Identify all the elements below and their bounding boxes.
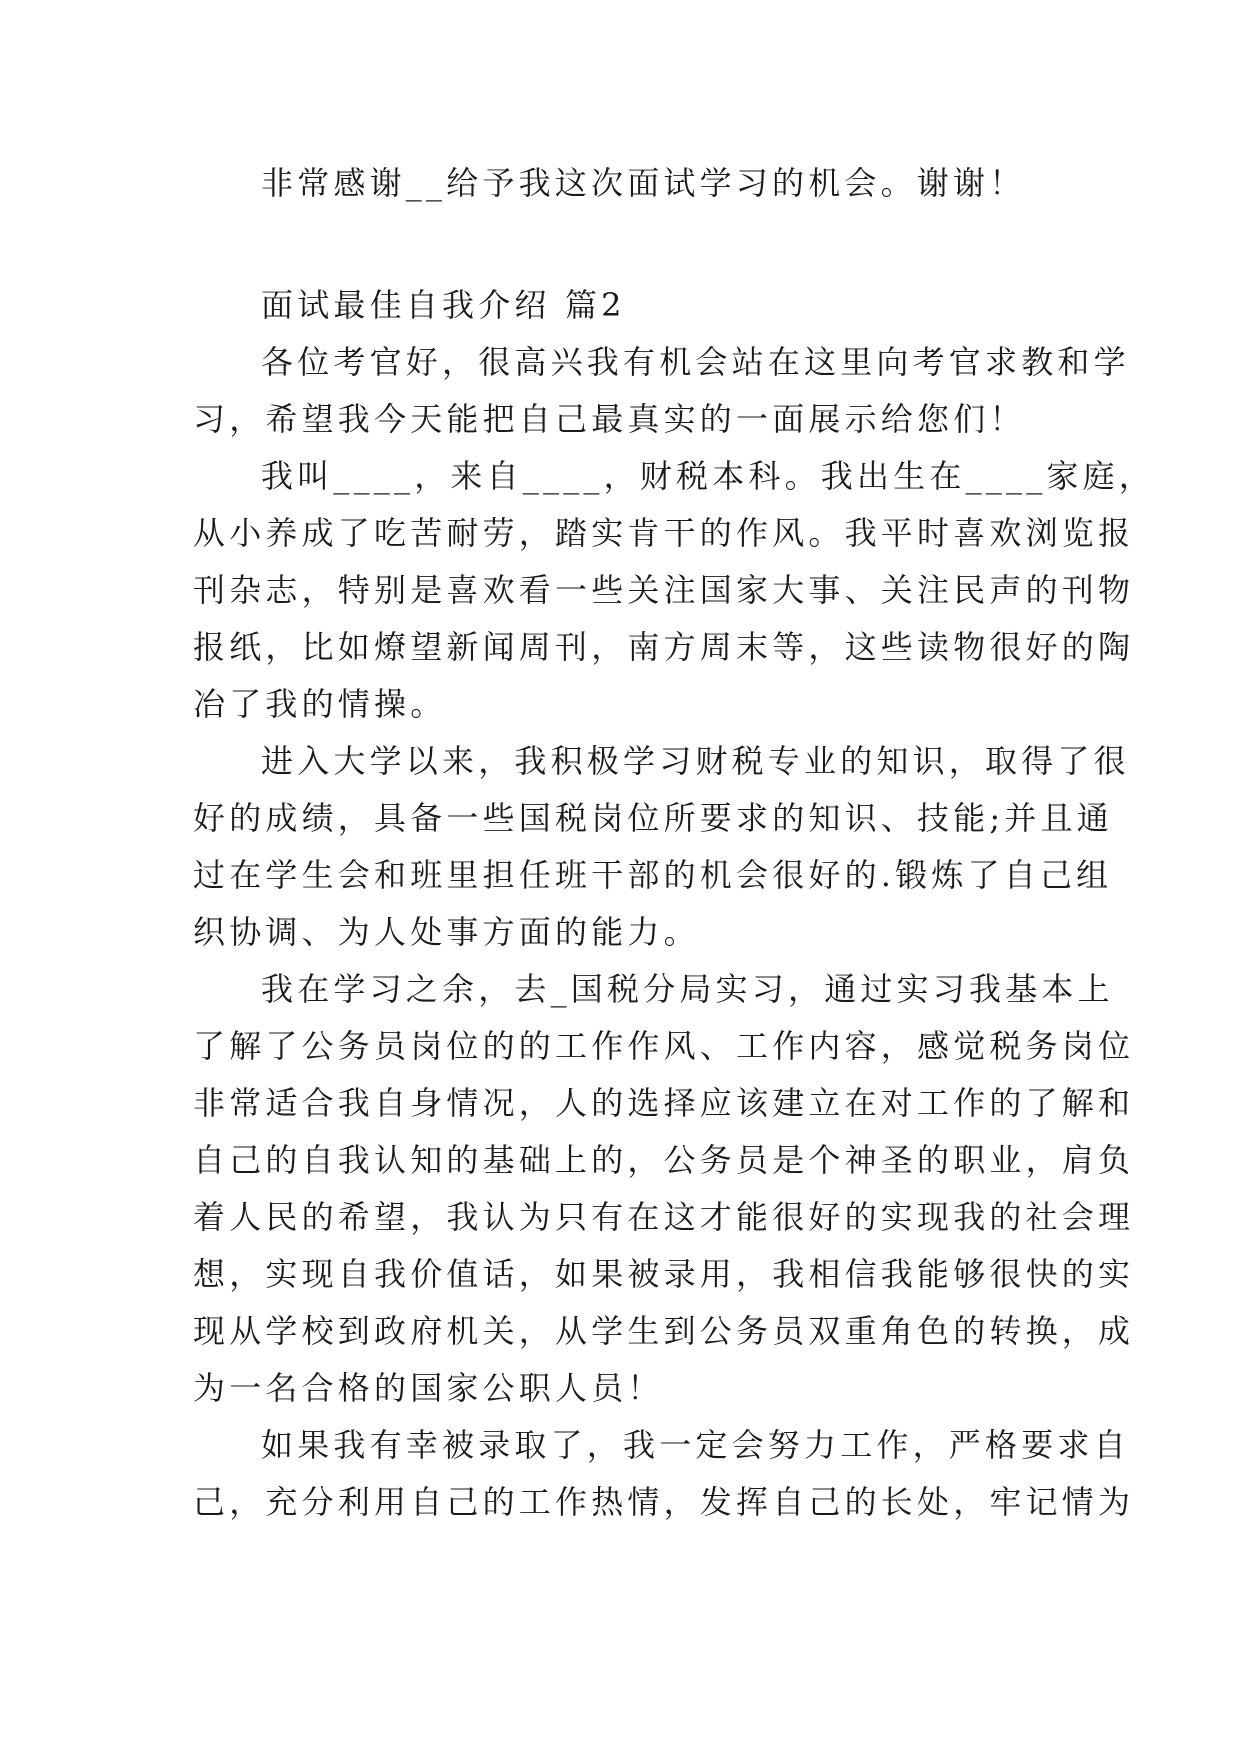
paragraph-line: 织协调、为人处事方面的能力。: [193, 913, 700, 951]
paragraph-2: [193, 448, 1156, 733]
closing-line: 非常感谢__给予我这次面试学习的机会。谢谢！: [261, 164, 1026, 202]
paragraph-line: 从小养成了吃苦耐劳，踏实肯干的作风。我平时喜欢浏览报: [193, 514, 1135, 552]
paragraph-line: 好的成绩，具备一些国税岗位所要求的知识、技能;并且通: [193, 799, 1113, 837]
paragraph-line: 想，实现自我价值话，如果被录用，我相信我能够很快的实: [193, 1255, 1135, 1293]
paragraph-line: 了解了公务员岗位的的工作作风、工作内容，感觉税务岗位: [193, 1027, 1135, 1065]
section-gap: [193, 212, 1053, 277]
paragraph-line: 冶了我的情操。: [193, 685, 447, 723]
paragraph-line: 自己的自我认知的基础上的，公务员是个神圣的职业，肩负: [193, 1141, 1135, 1179]
paragraph-5: [193, 1417, 1135, 1531]
paragraph-3: [193, 733, 1130, 961]
paragraph-line: 习，希望我今天能把自己最真实的一面展示给您们！: [193, 400, 1026, 438]
paragraph-line: 己，充分利用自己的工作热情，发挥自己的长处，牢记情为: [193, 1483, 1135, 1521]
paragraph-line: 现从学校到政府机关，从学生到公务员双重角色的转换，成: [193, 1312, 1135, 1350]
paragraph-4: [193, 961, 1135, 1417]
paragraph-line: 刊杂志，特别是喜欢看一些关注国家大事、关注民声的刊物: [193, 571, 1135, 609]
paragraph-line: 我叫____，来自____，财税本科。我出生在____家庭，: [261, 457, 1156, 495]
paragraph-line: 非常适合我自身情况，人的选择应该建立在对工作的了解和: [193, 1084, 1135, 1122]
paragraph-line: 如果我有幸被录取了，我一定会努力工作，严格要求自: [261, 1426, 1130, 1464]
paragraph-line: 进入大学以来，我积极学习财税专业的知识，取得了很: [261, 742, 1130, 780]
paragraph-line: 我在学习之余，去_国税分局实习，通过实习我基本上: [261, 970, 1114, 1008]
section-title: 面试最佳自我介绍 篇2: [261, 286, 626, 324]
paragraph-line: 过在学生会和班里担任班干部的机会很好的.锻炼了自己组: [193, 856, 1113, 894]
paragraph-line: 着人民的希望，我认为只有在这才能很好的实现我的社会理: [193, 1198, 1135, 1236]
paragraph-line: 各位考官好，很高兴我有机会站在这里向考官求教和学: [261, 343, 1130, 381]
paragraph-line: 报纸，比如燎望新闻周刊，南方周末等，这些读物很好的陶: [193, 628, 1135, 666]
paragraph-line: 为一名合格的国家公职人员！: [193, 1369, 664, 1407]
document-body: [193, 155, 1156, 1531]
paragraph-1: [193, 334, 1130, 448]
